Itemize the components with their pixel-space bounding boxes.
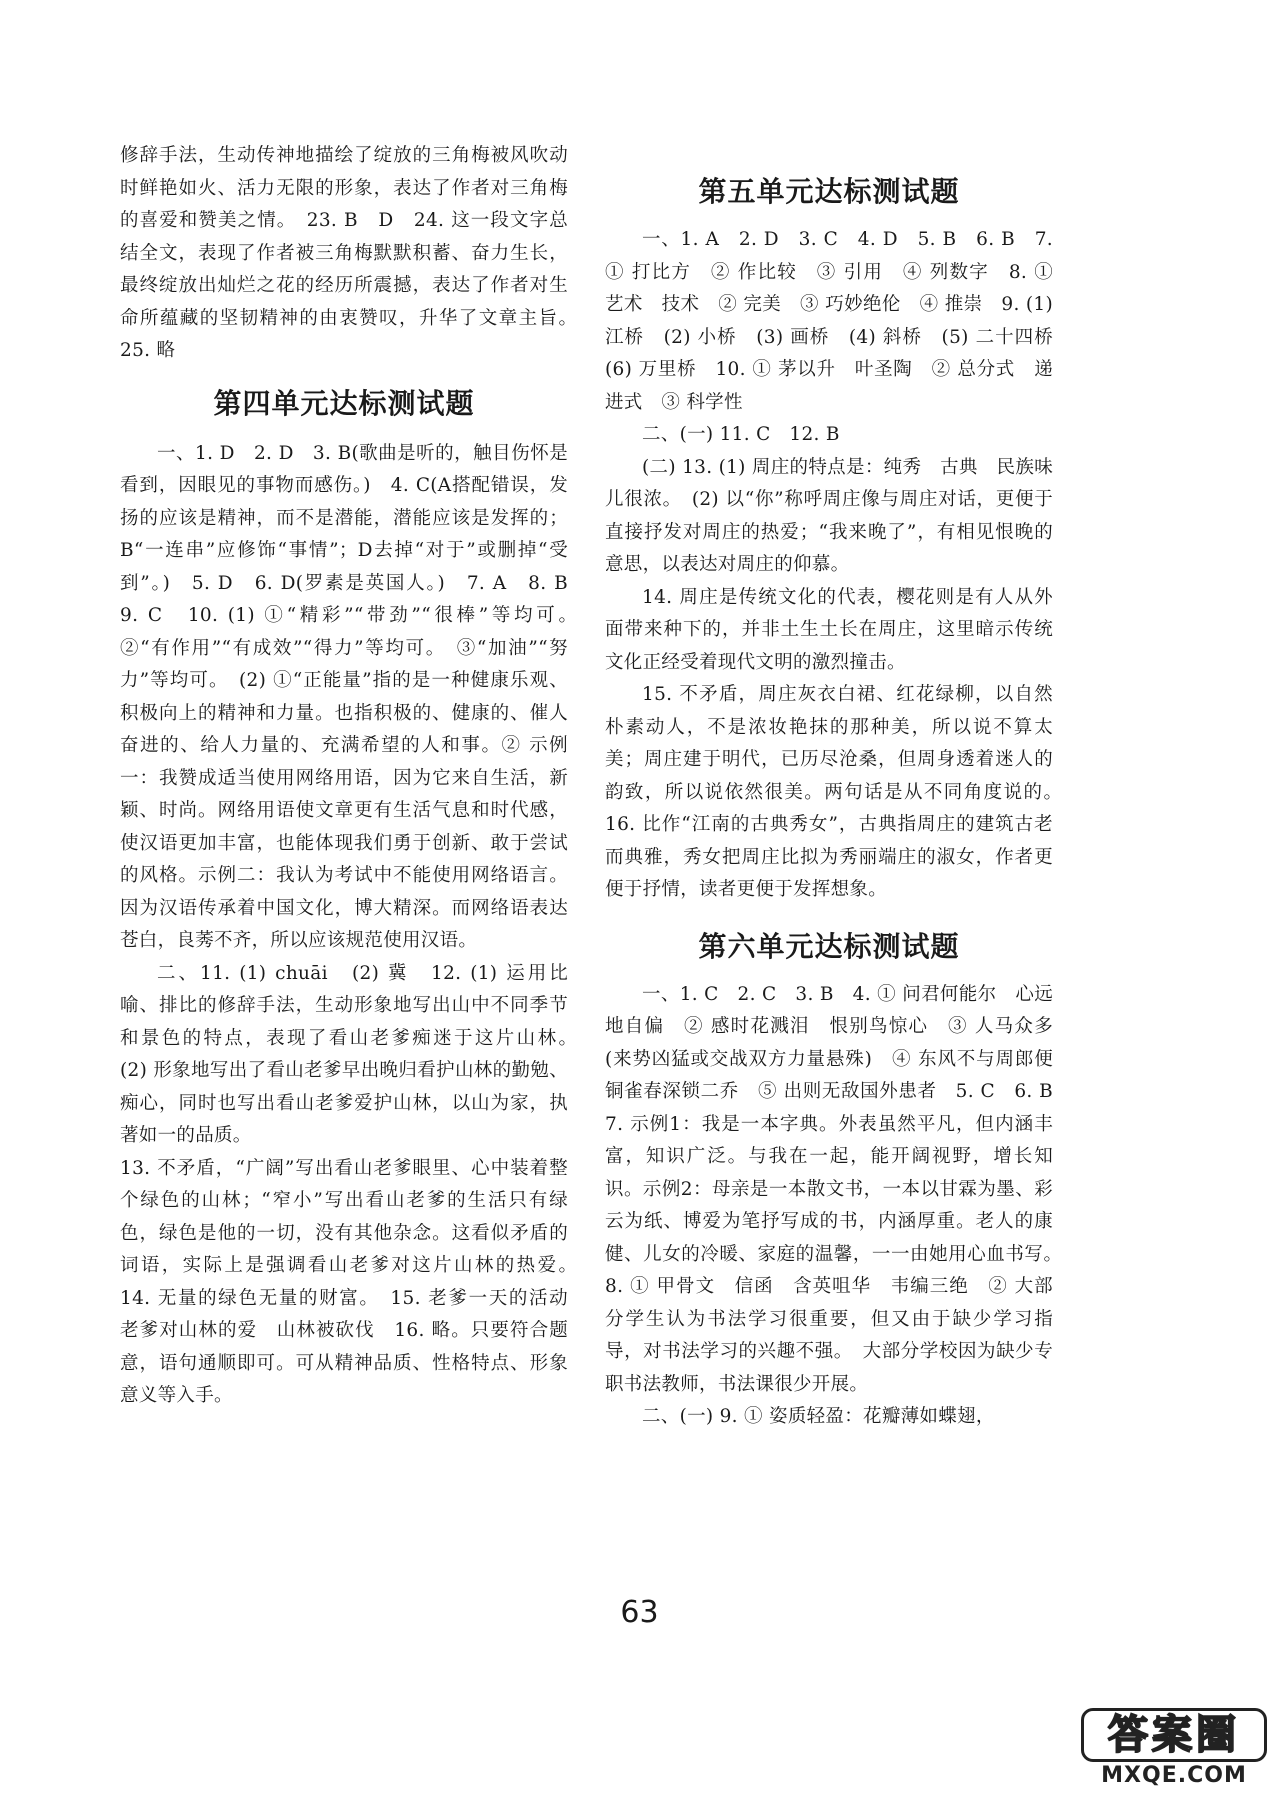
unit5-paragraph-1: 一、1. A 2. D 3. C 4. D 5. B 6. B 7. ① 打比方 ② 作比较 ③ 引用 ④ 列数字 8. ① 艺术 技术 ② 完美 ③ 巧妙绝伦 ④ 推崇 9. (1) 江桥 (2) 小桥 (3) 画桥 (4) 斜桥 (5) 二十四桥 (6) 万里桥 10. ① 茅以升 叶圣陶 ② 总分式 递进式 ③ 科学性	[605, 229, 1072, 413]
unit4-paragraph-3: 13. 不矛盾，“广阔”写出看山老爹眼里、心中装着整个绿色的山林；“窄小”写出看山老爹的生活只有绿色，绿色是他的一切，没有其他杂念。这看似矛盾的词语，实际上是强调看山老爹对这片山林的热爱。 14. 无量的绿色无量的财富。 15. 老爹一天的活动 老爹对山林的爱 山林被砍伐 16. 略。只要符合题意，语句通顺即可。可从精神品质、性格特点、形象意义等入手。	[120, 1157, 587, 1406]
unit5-title: 第五单元达标测试题	[698, 175, 960, 208]
unit5-paragraph-3: (二) 13. (1) 周庄的特点是：纯秀 古典 民族味儿很浓。 (2) 以“你”称呼周庄像与周庄对话，更便于直接抒发对周庄的热爱；“我来晚了”，有相见恨晚的意思，以表达对周庄的仰慕。	[605, 456, 1053, 575]
unit6-paragraph-2: 二、(一) 9. ① 姿质轻盈：花瓣薄如蝶翅，	[642, 1406, 995, 1427]
watermark-url: MXQE.COM	[1101, 1763, 1247, 1788]
unit4-title: 第四单元达标测试题	[213, 386, 475, 420]
unit6-title: 第六单元达标测试题	[698, 929, 960, 963]
page-number: 63	[620, 1595, 659, 1630]
watermark-logo	[1081, 1708, 1267, 1792]
unit6-paragraph-1: 一、1. C 2. C 3. B 4. ① 问君何能尔 心远地自偏 ② 感时花溅泪 恨别鸟惊心 ③ 人马众多(来势凶猛或交战双方力量悬殊) ④ 东风不与周郎便 铜雀春深锁二乔 ⑤ 出则无敌国外患者 5. C 6. B 7. 示例1：我是一本字典。外表虽然平凡，但内涵丰富，知识广泛。与我在一起，能开阔视野，增长知识。示例2：母亲是一本散文书，一本以甘霖为墨、彩云为纸、博爱为笔抒写成的书，内涵厚重。老人的康健、儿女的冷暖、家庭的温馨，一一由她用心血书写。 8. ① 甲骨文 信函 含英咀华 韦编三绝 ② 大部分学生认为书法学习很重要，但又由于缺少学习指导，对书法学习的兴趣不强。 大部分学校因为缺少专职书法教师，书法课很少开展。	[605, 983, 1072, 1395]
intro-paragraph: 修辞手法，生动传神地描绘了绽放的三角梅被风吹动时鲜艳如火、活力无限的形象，表达了作者对三角梅的喜爱和赞美之情。 23. B D 24. 这一段文字总结全文，表现了作者被三角梅默默积蓄、奋力生长，最终绽放出灿烂之花的经历所震撼，表达了作者对生命所蕴藏的坚韧精神的由衷赞叹，升华了文章主旨。 25. 略	[120, 145, 587, 361]
unit4-paragraph-2: 二、11. (1) chuāi (2) 冀 12. (1) 运用比喻、排比的修辞手法，生动形象地写出山中不同季节和景色的特点，表现了看山老爹痴迷于这片山林。 (2) 形象地写出了看山老爹早出晚归看护山林的勤勉、痴心，同时也写出看山老爹爱护山林，以山为家，执著如一的品质。	[120, 962, 587, 1146]
unit5-paragraph-4: 14. 周庄是传统文化的代表，樱花则是有人从外面带来种下的，并非土生土长在周庄，这里暗示传统文化正经受着现代文明的激烈撞击。	[605, 586, 1053, 673]
unit4-paragraph-1: 一、1. D 2. D 3. B(歌曲是听的，触目伤怀是看到，因眼见的事物而感伤。) 4. C(A搭配错误，发扬的应该是精神，而不是潜能，潜能应该是发挥的；B“一连串”应修饰“事情”；D去掉“对于”或删掉“受到”。) 5. D 6. D(罗素是英国人。) 7. A 8. B 9. C 10. (1) ①“精彩”“带劲”“很棒”等均可。 ②“有作用”“有成效”“得力”等均可。 ③“加油”“努力”等均可。 (2) ①“正能量”指的是一种健康乐观、积极向上的精神和力量。也指积极的、健康的、催人奋进的、给人力量的、充满希望的人和事。② 示例一：我赞成适当使用网络用语，因为它来自生活，新颖、时尚。网络用语使文章更有生活气息和时代感，使汉语更加丰富，也能体现我们勇于创新、敢于尝试的风格。示例二：我认为考试中不能使用网络语言。因为汉语传承着中国文化，博大精深。而网络语表达苍白，良莠不齐，所以应该规范使用汉语。	[120, 442, 587, 951]
unit5-paragraph-2: 二、(一) 11. C 12. B	[642, 424, 840, 445]
unit5-paragraph-5: 15. 不矛盾，周庄灰衣白裙、红花绿柳，以自然朴素动人，不是浓妆艳抹的那种美，所以说不算太美；周庄建于明代，已历尽沧桑，但周身透着迷人的韵致，所以说依然很美。两句话是从不同角度说的。 16. 比作“江南的古典秀女”，古典指周庄的建筑古老而典雅，秀女把周庄比拟为秀丽端庄的淑女，作者更便于抒情，读者更便于发挥想象。	[605, 684, 1072, 900]
right-column	[605, 140, 1072, 1434]
left-column	[120, 140, 587, 1413]
watermark-logo-text: 答案圈	[1081, 1708, 1267, 1762]
